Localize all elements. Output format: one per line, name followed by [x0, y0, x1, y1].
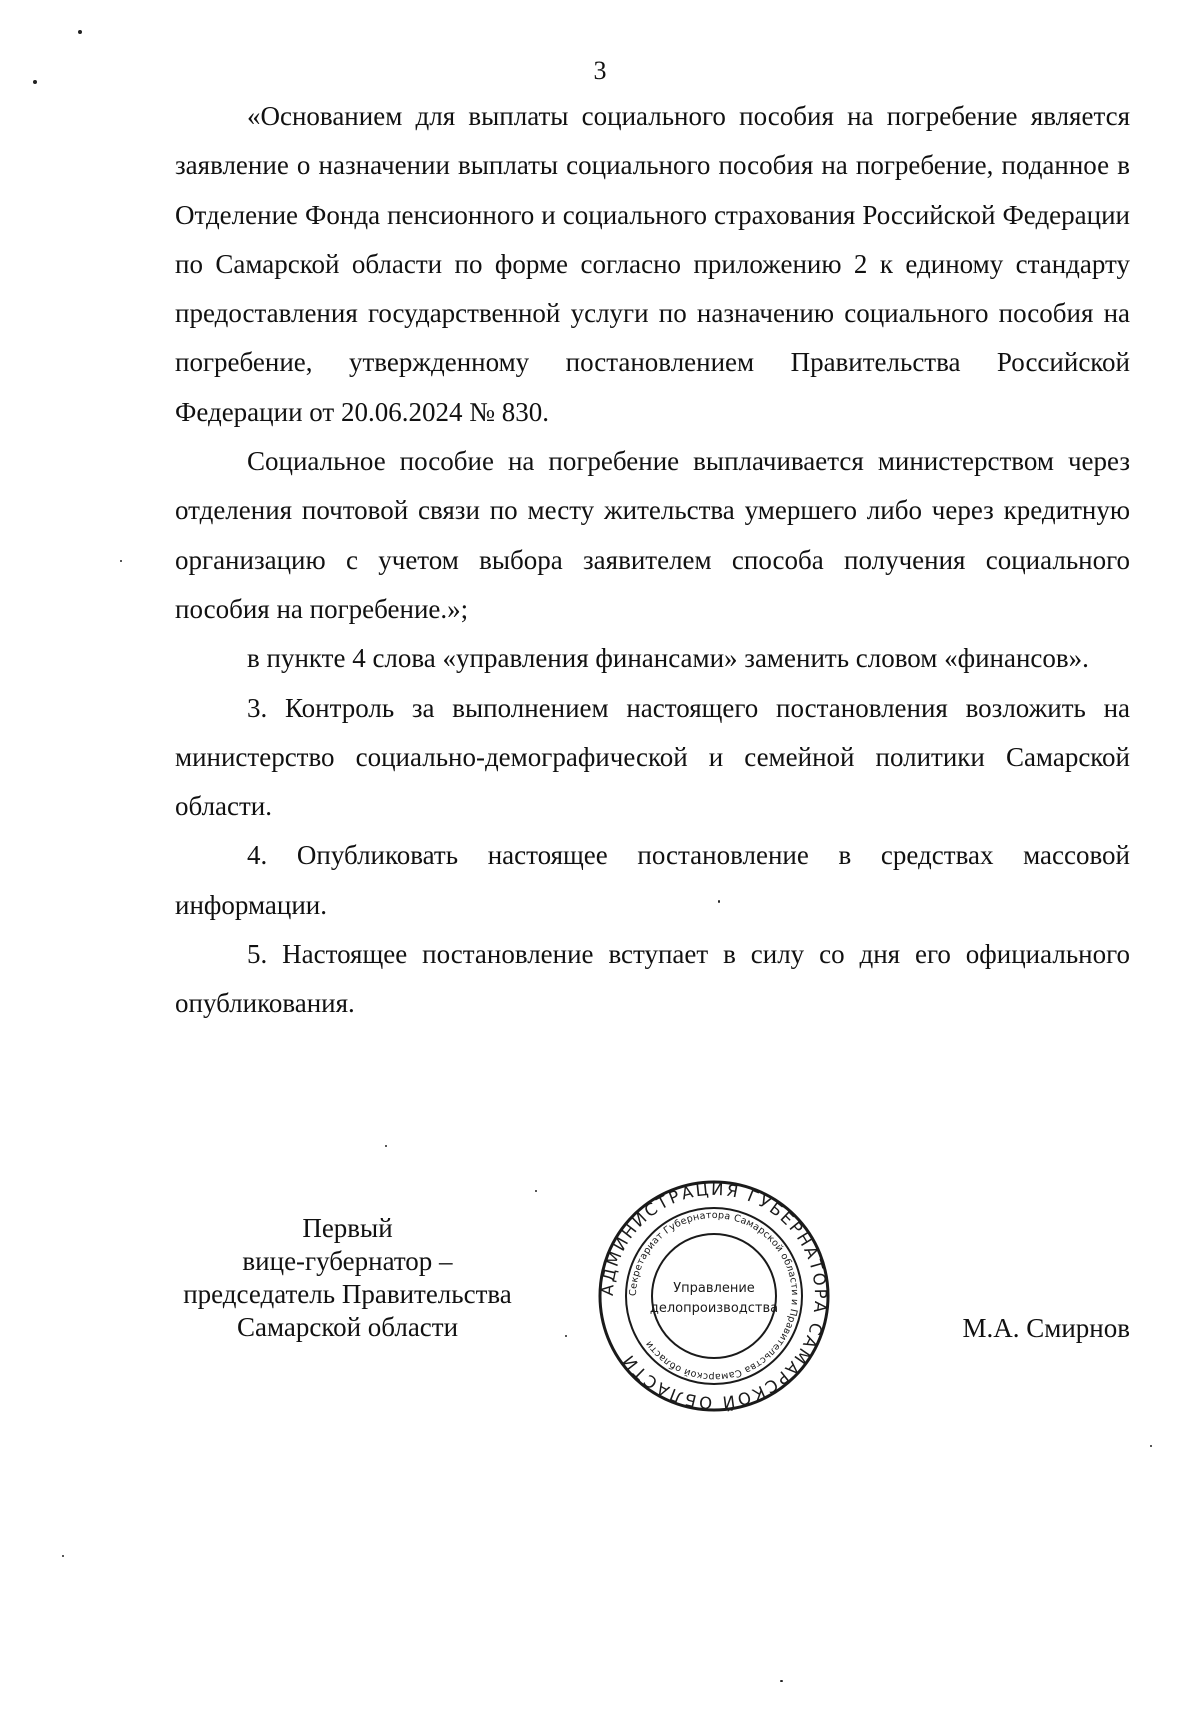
- document-body: [175, 92, 1130, 1029]
- paragraph-item-5-effective: 5. Настоящее постановление вступает в силу со дня его официального опубликования.: [175, 939, 1130, 1019]
- scan-speck: [1150, 1445, 1152, 1447]
- signatory-position: [175, 1212, 520, 1344]
- paragraph-item-3-control: 3. Контроль за выполнением настоящего постановления возложить на министерство социально-демографической и семейной политики Самарской области.: [175, 692, 1130, 822]
- paragraph-item-4-publish: 4. Опубликовать настоящее постановление в средствах массовой информации.: [175, 840, 1130, 920]
- scan-speck: [780, 1680, 783, 1682]
- signatory-position-line: Первый: [302, 1213, 393, 1243]
- scan-speck: [33, 80, 37, 84]
- scan-speck: [78, 30, 82, 34]
- official-seal-stamp: [598, 1180, 830, 1412]
- seal-center-ring: [649, 1234, 779, 1358]
- scan-speck: [62, 1555, 64, 1557]
- signatory-name: М.А. Смирнов: [962, 1313, 1130, 1343]
- seal-inner-text: Секретариат Губернатора Самарской области и Правительства Самарской области: [627, 1209, 801, 1383]
- seal-center-line: делопроизводства: [649, 1301, 779, 1316]
- scan-speck: [718, 900, 720, 903]
- scan-speck: [565, 1335, 567, 1337]
- signatory-position-line: председатель Правительства: [183, 1279, 512, 1309]
- scan-speck: [535, 1190, 537, 1192]
- paragraph-burial-allowance-basis: «Основанием для выплаты социального пособия на погребение является заявление о назначении выплаты социального пособия на погребение, поданное в Отделение Фонда пенсионного и социального страхования Российской Федерации по Самарской области по форме согласно приложению 2 к единому стандарту предоставления государственной услуги по назначению социального пособия на погребение, утвержденному постановлением Правительства Российской Федерации от 20.06.2024 № 830.: [175, 101, 1130, 427]
- paragraph-burial-allowance-payment: Социальное пособие на погребение выплачивается министерством через отделения почтовой связи по месту жительства умершего либо через кредитную организацию с учетом выбора заявителем способа получения социального пособия на погребение.»;: [175, 446, 1130, 624]
- scan-speck: [120, 560, 122, 562]
- signatory-position-line: вице-губернатор –: [242, 1246, 453, 1276]
- signatory-position-line: Самарской области: [236, 1312, 459, 1342]
- paragraph-clause-4-amendment: в пункте 4 слова «управления финансами» заменить словом «финансов».: [247, 643, 1089, 674]
- seal-outer-text: АДМИНИСТРАЦИЯ ГУБЕРНАТОРА САМАРСКОЙ ОБЛАСТИ: [598, 1180, 830, 1412]
- seal-center-line: Управление: [673, 1281, 755, 1296]
- page-number: 3: [593, 56, 607, 85]
- scan-speck: [385, 1145, 387, 1147]
